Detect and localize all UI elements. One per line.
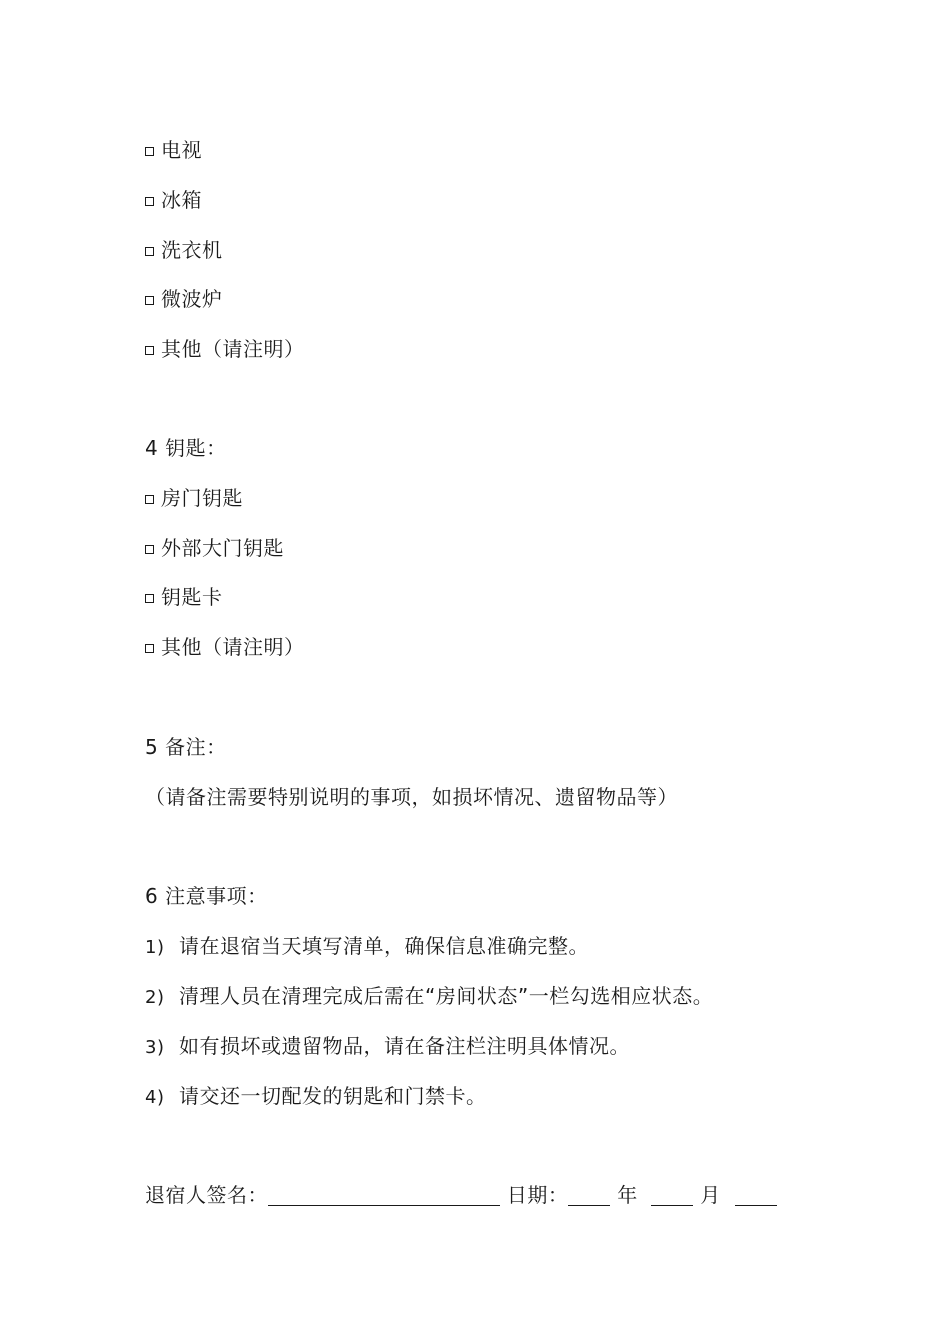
year-blank[interactable] — [568, 1185, 610, 1206]
note-item — [145, 982, 713, 1012]
checkbox-icon[interactable] — [145, 147, 154, 156]
checklist-item-key-other[interactable] — [145, 633, 305, 661]
note-number: 1) — [145, 937, 165, 958]
checklist-label: 电视 — [161, 138, 202, 162]
checkbox-icon[interactable] — [145, 495, 154, 504]
checklist-label: 房门钥匙 — [161, 486, 243, 510]
note-text: 清理人员在清理完成后需在“房间状态”一栏勾选相应状态。 — [179, 984, 714, 1008]
note-text: 请交还一切配发的钥匙和门禁卡。 — [179, 1084, 487, 1108]
checkbox-icon[interactable] — [145, 545, 154, 554]
checklist-label: 微波炉 — [161, 287, 223, 311]
checklist-label: 洗衣机 — [161, 238, 223, 262]
checkbox-icon[interactable] — [145, 197, 154, 206]
month-label: 月 — [700, 1183, 721, 1207]
signature-label: 退宿人签名： — [145, 1183, 268, 1207]
checklist-label: 其他（请注明） — [161, 635, 305, 659]
checklist-label: 外部大门钥匙 — [161, 536, 284, 560]
checklist-label: 冰箱 — [161, 188, 202, 212]
signature-line — [145, 1181, 777, 1209]
checklist-item-fridge[interactable] — [145, 186, 202, 214]
checklist-item-microwave[interactable] — [145, 285, 223, 313]
checklist-label: 钥匙卡 — [161, 585, 223, 609]
checkbox-icon[interactable] — [145, 247, 154, 256]
note-number: 2) — [145, 987, 165, 1008]
day-blank[interactable] — [735, 1185, 777, 1206]
checkbox-icon[interactable] — [145, 594, 154, 603]
month-blank[interactable] — [651, 1185, 693, 1206]
checklist-item-washer[interactable] — [145, 236, 223, 264]
checklist-item-tv[interactable] — [145, 136, 202, 164]
checkbox-icon[interactable] — [145, 296, 154, 305]
note-number: 3) — [145, 1037, 165, 1058]
year-label: 年 — [617, 1183, 638, 1207]
note-item — [145, 1082, 487, 1112]
checklist-item-room-key[interactable] — [145, 484, 243, 512]
checkbox-icon[interactable] — [145, 346, 154, 355]
date-label: 日期： — [506, 1183, 569, 1207]
note-item — [145, 1032, 630, 1062]
section-heading-keys: 4 钥匙： — [145, 436, 227, 460]
checkbox-icon[interactable] — [145, 644, 154, 653]
remarks-note: （请备注需要特别说明的事项，如损坏情况、遗留物品等） — [145, 785, 678, 809]
checklist-item-other[interactable] — [145, 335, 305, 363]
section-heading-remarks: 5 备注： — [145, 735, 227, 759]
note-text: 请在退宿当天填写清单，确保信息准确完整。 — [179, 934, 589, 958]
checklist-item-key-card[interactable] — [145, 583, 223, 611]
note-text: 如有损坏或遗留物品，请在备注栏注明具体情况。 — [179, 1034, 630, 1058]
signature-blank[interactable] — [268, 1185, 500, 1206]
section-heading-notes: 6 注意事项： — [145, 884, 268, 908]
checklist-label: 其他（请注明） — [161, 337, 305, 361]
note-number: 4) — [145, 1087, 165, 1108]
checklist-item-gate-key[interactable] — [145, 534, 284, 562]
note-item — [145, 932, 589, 962]
